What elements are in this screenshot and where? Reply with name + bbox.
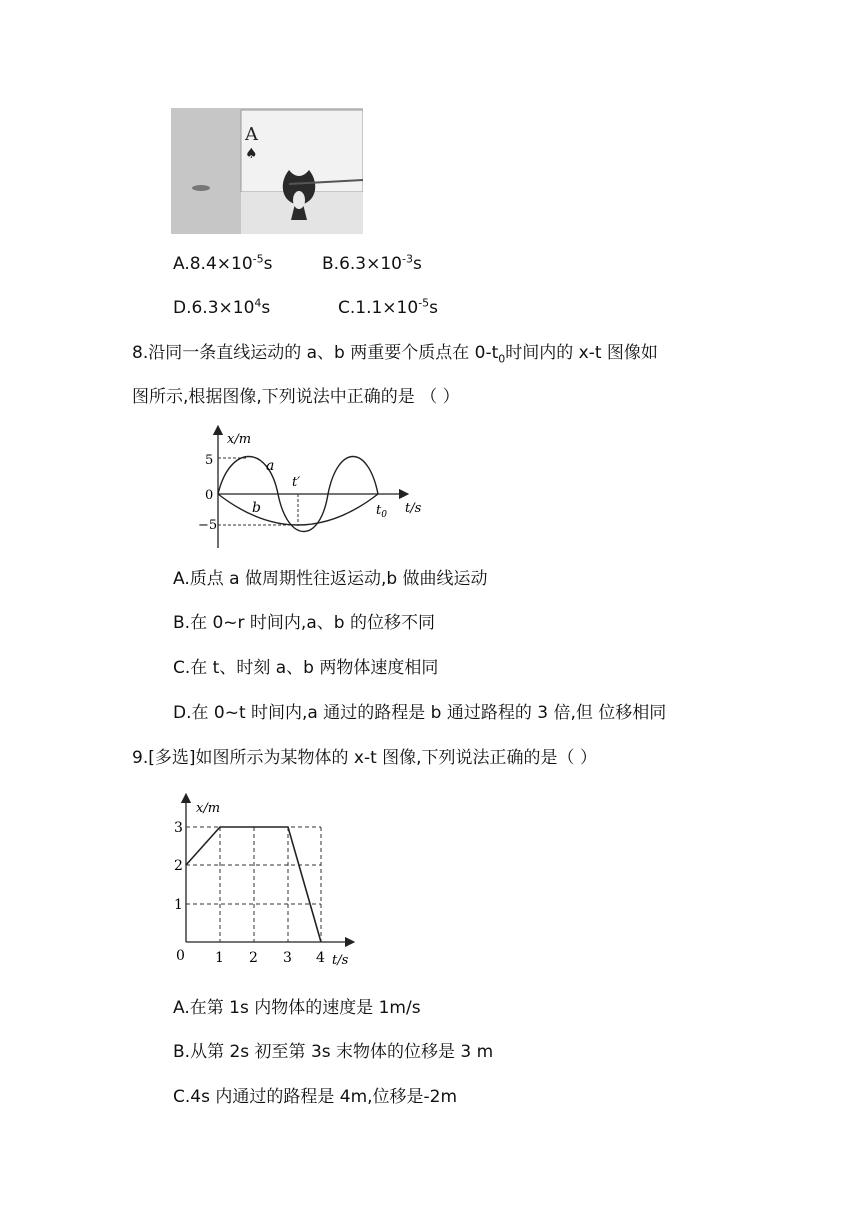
y-tick-3: 3 bbox=[174, 820, 183, 836]
q9-option-a: A.在第 1s 内物体的速度是 1m/s bbox=[173, 998, 421, 1018]
q9-option-b: B.从第 2s 初至第 3s 末物体的位移是 3 m bbox=[173, 1042, 494, 1062]
x-tick-3: 3 bbox=[283, 950, 292, 966]
x-tick-2: 2 bbox=[249, 950, 258, 966]
curve-a-label: a bbox=[266, 458, 275, 474]
q8-option-a: A.质点 a 做周期性往返运动,b 做曲线运动 bbox=[173, 569, 488, 589]
q7-option-b: $B.6.3\times 10^{-3}s$ bbox=[322, 252, 422, 274]
curve-b-label: b bbox=[252, 500, 261, 516]
q9-xt-graph bbox=[164, 792, 364, 972]
q8-stem-line1: 8.沿同一条直线运动的 a、b 两重要个质点在 $0-t_0$时间内的 x-t 图像如 bbox=[132, 343, 658, 366]
bullet-shape bbox=[192, 185, 210, 191]
q8-stem-line2: 图所示,根据图像,下列说法中正确的是 （ ） bbox=[132, 387, 460, 407]
t-prime-label: t′ bbox=[292, 475, 301, 490]
x-tick-1: 1 bbox=[215, 950, 224, 966]
q8-option-d: D.在 0~t 时间内,a 通过的路程是 b 通过路程的 3 倍,但 位移相同 bbox=[173, 703, 667, 723]
q7-option-d: $D.6.3\times 10^4s$ bbox=[173, 296, 271, 318]
y-tick-0: 0 bbox=[205, 488, 214, 503]
origin-label: 0 bbox=[176, 948, 185, 964]
card-letter: A bbox=[245, 124, 258, 145]
x-axis-label: t/s bbox=[332, 953, 349, 968]
q9-stem: 9.[多选]如图所示为某物体的 x-t 图像,下列说法正确的是（ ） bbox=[132, 748, 597, 768]
q8-xt-graph bbox=[172, 424, 428, 552]
y-axis-label: x/m bbox=[227, 432, 252, 447]
card-suit: ♠ bbox=[245, 146, 258, 162]
q7-option-c: $C.1.1\times 10^{-5}s$ bbox=[338, 296, 439, 318]
x-axis-label: t/s bbox=[405, 501, 422, 516]
q7-option-a: $A.8.4\times 10^{-5}s$ bbox=[173, 252, 273, 274]
q9-option-c: C.4s 内通过的路程是 4m,位移是-2m bbox=[173, 1087, 458, 1107]
q8-option-b: B.在 0~r 时间内,a、b 的位移不同 bbox=[173, 613, 435, 633]
x-tick-4: 4 bbox=[316, 950, 325, 966]
y-tick-5: 5 bbox=[205, 453, 214, 468]
t0-label: $t_0$ bbox=[376, 503, 387, 520]
y-tick-2: 2 bbox=[174, 858, 183, 874]
y-tick-1: 1 bbox=[174, 897, 183, 913]
y-tick-neg5: −5 bbox=[198, 518, 218, 533]
y-axis-label: x/m bbox=[196, 801, 221, 816]
card-bullet-photo bbox=[171, 108, 363, 234]
q8-option-c: C.在 t、时刻 a、b 两物体速度相同 bbox=[173, 658, 439, 678]
